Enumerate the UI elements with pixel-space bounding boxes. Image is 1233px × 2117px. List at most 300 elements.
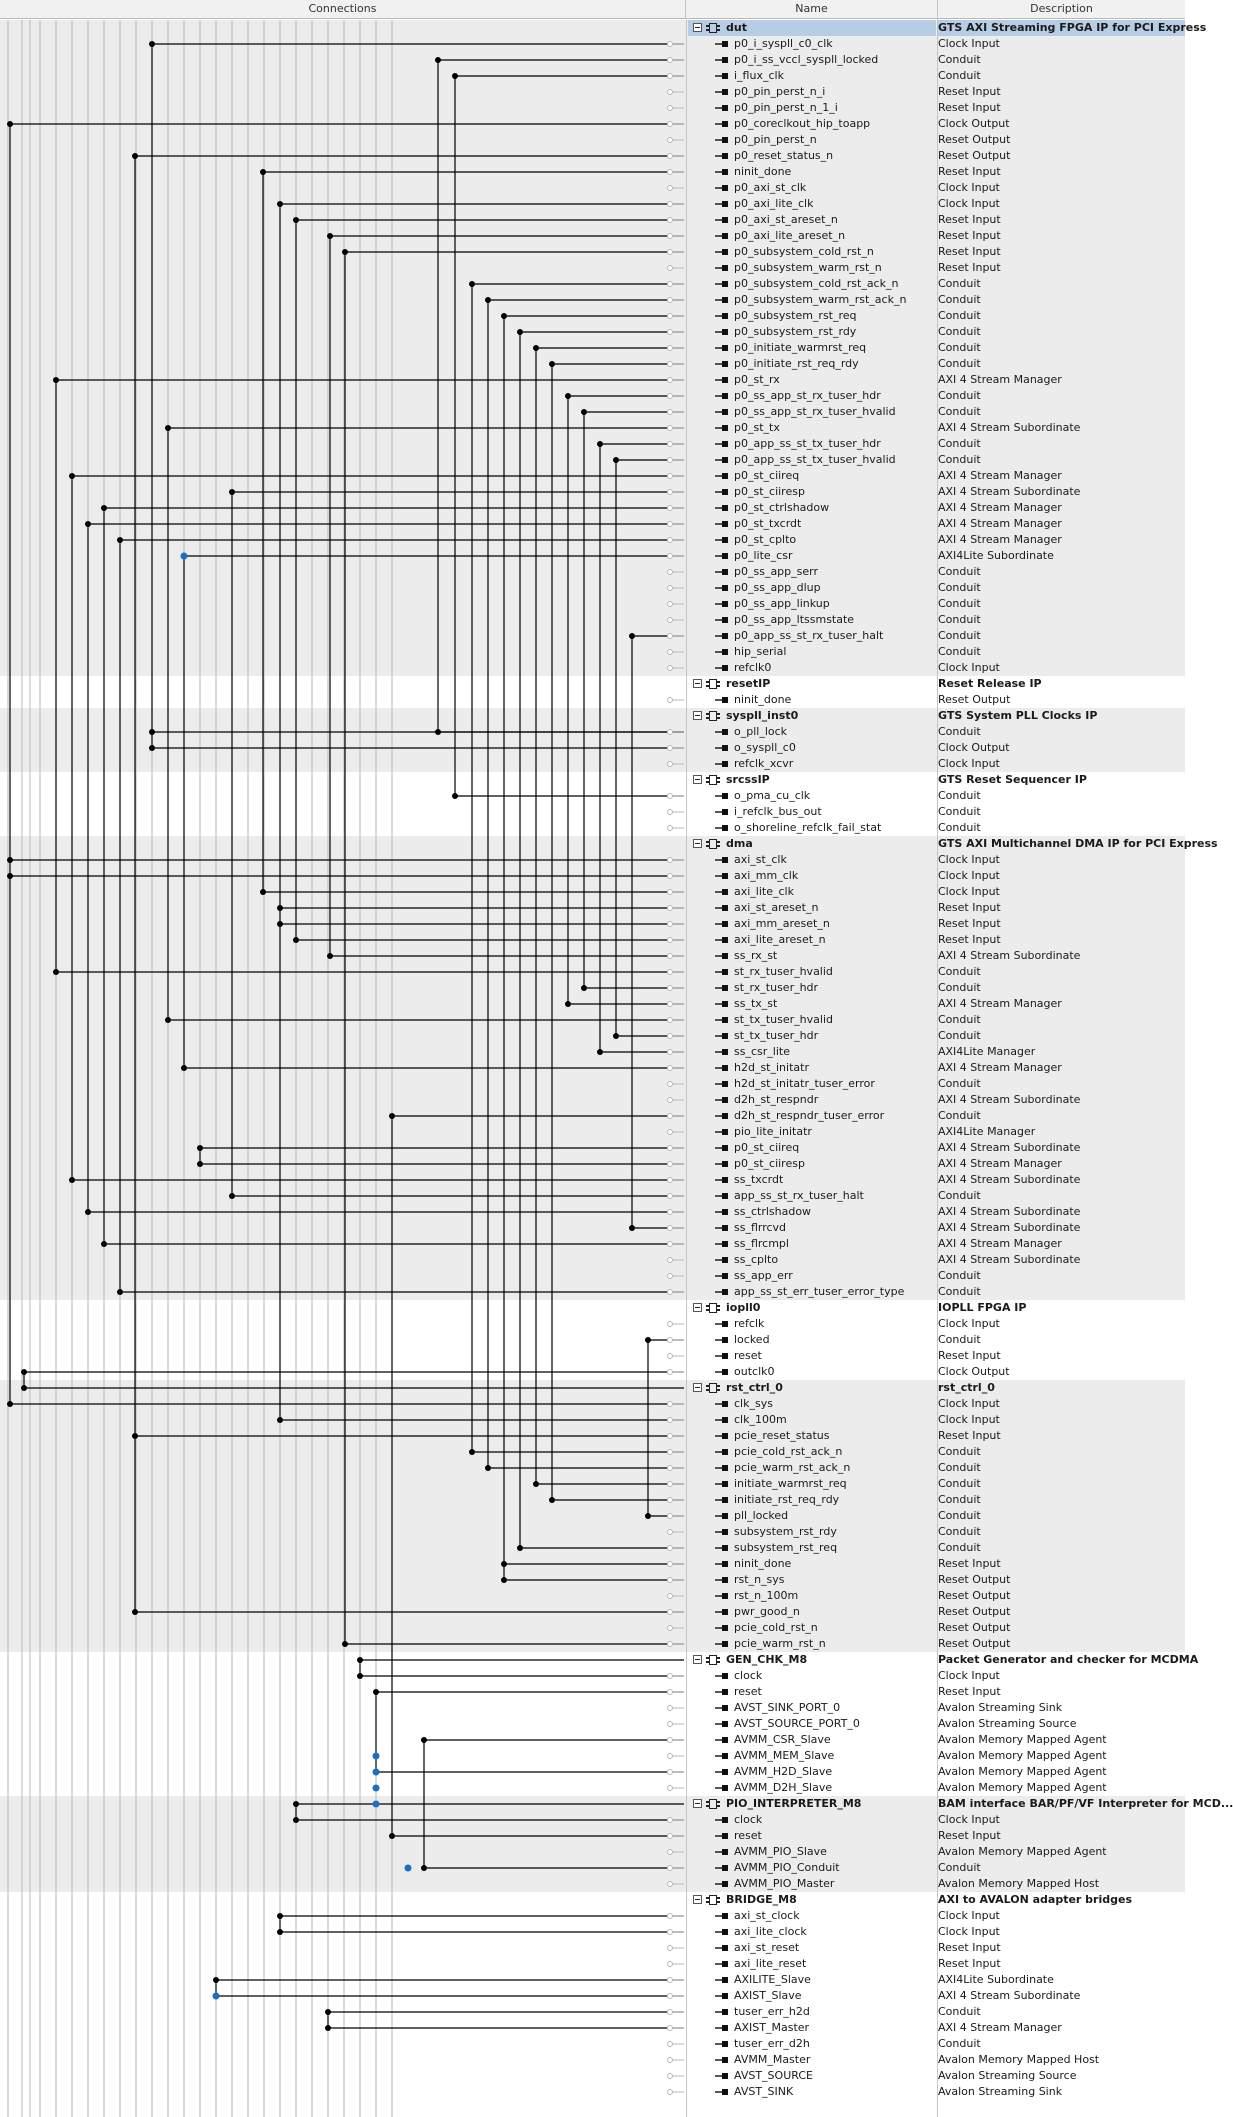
port-row[interactable] <box>0 452 1185 468</box>
name-cell[interactable] <box>688 372 936 388</box>
port-row[interactable] <box>0 244 1185 260</box>
name-cell[interactable] <box>688 164 936 180</box>
name-cell[interactable] <box>688 996 936 1012</box>
name-cell[interactable] <box>688 1572 936 1588</box>
component-row[interactable] <box>0 1652 1199 1668</box>
name-cell[interactable] <box>688 516 936 532</box>
name-cell[interactable] <box>688 1252 936 1268</box>
name-cell[interactable] <box>688 2020 936 2036</box>
port-row[interactable] <box>0 884 1185 900</box>
port-row[interactable] <box>0 148 1185 164</box>
name-cell[interactable] <box>688 788 936 804</box>
port-row[interactable] <box>0 1044 1185 1060</box>
port-name: AVMM_H2D_Slave <box>734 1765 833 1778</box>
name-cell[interactable] <box>688 1668 936 1684</box>
name-cell[interactable] <box>688 564 936 580</box>
input-port-icon <box>715 1559 729 1569</box>
port-row[interactable] <box>0 1156 1185 1172</box>
name-cell[interactable] <box>688 1876 936 1892</box>
port-row[interactable] <box>0 612 1185 628</box>
name-cell[interactable] <box>688 1700 936 1716</box>
name-cell[interactable] <box>688 1172 936 1188</box>
name-cell[interactable] <box>688 884 936 900</box>
port-row[interactable] <box>0 1396 1185 1412</box>
port-row[interactable] <box>0 1348 1185 1364</box>
name-cell[interactable] <box>688 212 936 228</box>
name-cell[interactable] <box>688 1044 936 1060</box>
port-row[interactable] <box>0 2084 1185 2100</box>
component-row[interactable] <box>0 772 1185 788</box>
name-cell[interactable] <box>688 308 936 324</box>
port-name: pwr_good_n <box>734 1605 800 1618</box>
name-cell[interactable] <box>688 740 936 756</box>
name-cell[interactable] <box>688 1428 936 1444</box>
name-cell[interactable] <box>688 340 936 356</box>
port-row[interactable] <box>0 1412 1185 1428</box>
port-row[interactable] <box>0 180 1185 196</box>
name-cell[interactable] <box>688 1140 936 1156</box>
port-row[interactable] <box>0 1812 1185 1828</box>
port-row[interactable] <box>0 1876 1185 1892</box>
conduit-port-icon <box>715 823 729 833</box>
name-cell[interactable] <box>688 2068 936 2084</box>
port-row[interactable] <box>0 1844 1185 1860</box>
port-row[interactable] <box>0 548 1185 564</box>
collapse-toggle-icon[interactable] <box>693 23 702 32</box>
port-row[interactable] <box>0 916 1185 932</box>
column-header-name[interactable]: Name <box>686 0 938 18</box>
port-row[interactable] <box>0 1572 1185 1588</box>
name-cell[interactable] <box>688 1892 936 1908</box>
name-cell[interactable] <box>688 452 936 468</box>
name-cell[interactable] <box>688 116 936 132</box>
port-row[interactable] <box>0 1316 1185 1332</box>
conduit-port-icon <box>715 967 729 977</box>
description-cell: Reset Input <box>938 1349 1001 1362</box>
port-row[interactable] <box>0 1508 1185 1524</box>
output-port-icon <box>715 2055 729 2065</box>
collapse-toggle-icon[interactable] <box>693 1655 702 1664</box>
name-cell[interactable] <box>688 1940 936 1956</box>
port-row[interactable] <box>0 2068 1185 2084</box>
name-cell[interactable] <box>688 436 936 452</box>
port-row[interactable] <box>0 820 1185 836</box>
port-row[interactable] <box>0 1060 1185 1076</box>
name-cell[interactable] <box>688 1716 936 1732</box>
component-row[interactable] <box>0 1300 1185 1316</box>
name-cell[interactable] <box>688 36 936 52</box>
name-cell[interactable] <box>688 1076 936 1092</box>
name-cell[interactable] <box>688 228 936 244</box>
name-cell[interactable] <box>688 324 936 340</box>
port-row[interactable] <box>0 436 1185 452</box>
name-cell[interactable] <box>688 1492 936 1508</box>
name-cell[interactable] <box>688 1156 936 1172</box>
port-row[interactable] <box>0 1204 1185 1220</box>
description-cell: Conduit <box>938 1029 981 1042</box>
port-row[interactable] <box>0 308 1185 324</box>
port-row[interactable] <box>0 1908 1185 1924</box>
description-cell: Conduit <box>938 613 981 626</box>
port-row[interactable] <box>0 2036 1185 2052</box>
port-row[interactable] <box>0 1956 1185 1972</box>
port-row[interactable] <box>0 116 1185 132</box>
port-row[interactable] <box>0 1220 1185 1236</box>
port-row[interactable] <box>0 1076 1185 1092</box>
collapse-toggle-icon[interactable] <box>693 1303 702 1312</box>
name-cell[interactable] <box>688 2036 936 2052</box>
port-row[interactable] <box>0 1332 1185 1348</box>
port-row[interactable] <box>0 532 1185 548</box>
port-row[interactable] <box>0 644 1185 660</box>
port-row[interactable] <box>0 1988 1185 2004</box>
port-row[interactable] <box>0 1716 1185 1732</box>
description-cell: Reset Input <box>938 229 1001 242</box>
name-cell[interactable] <box>688 1780 936 1796</box>
port-row[interactable] <box>0 1124 1185 1140</box>
description-cell: AXI 4 Stream Manager <box>938 997 1062 1010</box>
name-cell[interactable] <box>688 900 936 916</box>
port-row[interactable] <box>0 484 1185 500</box>
port-row[interactable] <box>0 900 1185 916</box>
port-row[interactable] <box>0 756 1185 772</box>
port-row[interactable] <box>0 84 1185 100</box>
name-cell[interactable] <box>688 1012 936 1028</box>
port-row[interactable] <box>0 1972 1185 1988</box>
port-row[interactable] <box>0 420 1185 436</box>
port-row[interactable] <box>0 132 1185 148</box>
port-row[interactable] <box>0 964 1185 980</box>
name-cell[interactable] <box>688 260 936 276</box>
port-row[interactable] <box>0 1188 1185 1204</box>
input-port-icon <box>715 855 729 865</box>
name-cell[interactable] <box>688 948 936 964</box>
name-cell[interactable] <box>688 596 936 612</box>
port-row[interactable] <box>0 2004 1185 2020</box>
name-cell[interactable] <box>688 1476 936 1492</box>
name-cell[interactable] <box>688 244 936 260</box>
port-row[interactable] <box>0 1780 1185 1796</box>
port-row[interactable] <box>0 1364 1185 1380</box>
name-cell[interactable] <box>688 756 936 772</box>
port-row[interactable] <box>0 1668 1185 1684</box>
name-cell[interactable] <box>688 1860 936 1876</box>
name-cell[interactable] <box>688 1268 936 1284</box>
input-port-icon <box>715 919 729 929</box>
name-cell[interactable] <box>688 1844 936 1860</box>
component-row[interactable] <box>0 1892 1185 1908</box>
port-name: AXILITE_Slave <box>734 1973 811 1986</box>
name-cell[interactable] <box>688 1556 936 1572</box>
name-cell[interactable] <box>688 980 936 996</box>
component-row[interactable] <box>0 1796 1233 1812</box>
name-cell[interactable] <box>688 1828 936 1844</box>
collapse-toggle-icon[interactable] <box>693 1895 702 1904</box>
name-cell[interactable] <box>688 1204 936 1220</box>
port-row[interactable] <box>0 52 1185 68</box>
output-port-icon <box>715 1719 729 1729</box>
name-cell[interactable] <box>688 1684 936 1700</box>
port-row[interactable] <box>0 1860 1185 1876</box>
port-row[interactable] <box>0 996 1185 1012</box>
port-row[interactable] <box>0 804 1185 820</box>
collapse-toggle-icon[interactable] <box>693 775 702 784</box>
name-cell[interactable] <box>688 388 936 404</box>
name-cell[interactable] <box>688 660 936 676</box>
name-cell[interactable] <box>688 964 936 980</box>
port-row[interactable] <box>0 564 1185 580</box>
collapse-toggle-icon[interactable] <box>693 1383 702 1392</box>
port-row[interactable] <box>0 516 1185 532</box>
port-row[interactable] <box>0 1700 1185 1716</box>
name-cell[interactable] <box>688 852 936 868</box>
name-cell[interactable] <box>688 148 936 164</box>
port-row[interactable] <box>0 1268 1185 1284</box>
name-cell[interactable] <box>688 420 936 436</box>
name-cell[interactable] <box>688 1124 936 1140</box>
name-cell[interactable] <box>688 916 936 932</box>
name-cell[interactable] <box>688 292 936 308</box>
port-row[interactable] <box>0 980 1185 996</box>
name-cell[interactable] <box>688 196 936 212</box>
port-row[interactable] <box>0 1604 1185 1620</box>
component-row[interactable] <box>0 20 1207 36</box>
name-cell[interactable] <box>688 1540 936 1556</box>
port-row[interactable] <box>0 164 1185 180</box>
name-cell[interactable] <box>688 820 936 836</box>
port-row[interactable] <box>0 1556 1185 1572</box>
name-cell[interactable] <box>688 532 936 548</box>
port-row[interactable] <box>0 1524 1185 1540</box>
port-row[interactable] <box>0 1940 1185 1956</box>
port-row[interactable] <box>0 100 1185 116</box>
name-cell[interactable] <box>688 2052 936 2068</box>
name-cell[interactable] <box>688 276 936 292</box>
name-cell[interactable] <box>688 1396 936 1412</box>
name-cell[interactable] <box>688 1060 936 1076</box>
name-cell[interactable] <box>688 1908 936 1924</box>
port-row[interactable] <box>0 388 1185 404</box>
name-cell[interactable] <box>688 868 936 884</box>
name-cell[interactable] <box>688 1220 936 1236</box>
name-cell[interactable] <box>688 356 936 372</box>
port-row[interactable] <box>0 1540 1185 1556</box>
port-name: p0_axi_st_clk <box>734 181 807 194</box>
name-cell[interactable] <box>688 580 936 596</box>
name-cell[interactable] <box>688 84 936 100</box>
name-cell[interactable] <box>688 1524 936 1540</box>
name-cell[interactable] <box>688 804 936 820</box>
name-cell[interactable] <box>688 836 936 852</box>
port-row[interactable] <box>0 1636 1185 1652</box>
name-cell[interactable] <box>688 1284 936 1300</box>
port-row[interactable] <box>0 404 1185 420</box>
name-cell[interactable] <box>688 1236 936 1252</box>
name-cell[interactable] <box>688 1332 936 1348</box>
component-row[interactable] <box>0 836 1218 852</box>
name-cell[interactable] <box>688 708 936 724</box>
name-cell[interactable] <box>688 2084 936 2100</box>
column-header-description[interactable]: Description <box>1030 2 1093 15</box>
name-cell[interactable] <box>688 772 936 788</box>
name-cell[interactable] <box>688 692 936 708</box>
port-row[interactable] <box>0 1828 1185 1844</box>
component-row[interactable] <box>0 1380 1185 1396</box>
port-row[interactable] <box>0 276 1185 292</box>
collapse-toggle-icon[interactable] <box>693 711 702 720</box>
port-row[interactable] <box>0 580 1185 596</box>
name-cell[interactable] <box>688 1972 936 1988</box>
output-port-icon <box>715 119 729 129</box>
port-row[interactable] <box>0 1236 1185 1252</box>
name-cell[interactable] <box>688 1092 936 1108</box>
port-row[interactable] <box>0 1460 1185 1476</box>
port-name: st_tx_tuser_hdr <box>734 1029 819 1042</box>
name-cell[interactable] <box>688 932 936 948</box>
collapse-toggle-icon[interactable] <box>693 1799 702 1808</box>
name-cell[interactable] <box>688 1444 936 1460</box>
port-row[interactable] <box>0 1012 1185 1028</box>
name-cell[interactable] <box>688 1652 936 1668</box>
name-cell[interactable] <box>688 1588 936 1604</box>
column-header-connections[interactable]: Connections <box>0 0 686 18</box>
port-row[interactable] <box>0 740 1185 756</box>
port-row[interactable] <box>0 228 1185 244</box>
port-row[interactable] <box>0 500 1185 516</box>
collapse-toggle-icon[interactable] <box>693 679 702 688</box>
description-cell: AXI 4 Stream Manager <box>938 501 1062 514</box>
name-cell[interactable] <box>688 612 936 628</box>
port-row[interactable] <box>0 356 1185 372</box>
name-cell[interactable] <box>688 1364 936 1380</box>
name-cell[interactable] <box>688 500 936 516</box>
name-cell[interactable] <box>688 1412 936 1428</box>
port-row[interactable] <box>0 692 1185 708</box>
port-row[interactable] <box>0 628 1185 644</box>
port-row[interactable] <box>0 1108 1185 1124</box>
port-row[interactable] <box>0 1924 1185 1940</box>
name-cell[interactable] <box>688 1300 936 1316</box>
name-cell[interactable] <box>688 724 936 740</box>
name-cell[interactable] <box>688 132 936 148</box>
description-cell: Conduit <box>938 1541 981 1554</box>
description-cell: Clock Input <box>938 1397 1000 1410</box>
port-row[interactable] <box>0 1748 1185 1764</box>
port-row[interactable] <box>0 260 1185 276</box>
component-row[interactable] <box>0 676 1185 692</box>
port-row[interactable] <box>0 36 1185 52</box>
port-row[interactable] <box>0 292 1185 308</box>
name-cell[interactable] <box>688 1108 936 1124</box>
port-row[interactable] <box>0 68 1185 84</box>
port-row[interactable] <box>0 788 1185 804</box>
name-cell[interactable] <box>688 1604 936 1620</box>
port-row[interactable] <box>0 2020 1185 2036</box>
description-cell: Clock Output <box>938 1365 1010 1378</box>
port-row[interactable] <box>0 212 1185 228</box>
port-row[interactable] <box>0 196 1185 212</box>
port-row[interactable] <box>0 1588 1185 1604</box>
port-row[interactable] <box>0 1492 1185 1508</box>
port-row[interactable] <box>0 1252 1185 1268</box>
name-cell[interactable] <box>688 1620 936 1636</box>
name-cell[interactable] <box>688 1732 936 1748</box>
name-cell[interactable] <box>688 628 936 644</box>
port-row[interactable] <box>0 372 1185 388</box>
port-row[interactable] <box>0 1172 1185 1188</box>
input-port-icon <box>715 215 729 225</box>
port-row[interactable] <box>0 324 1185 340</box>
port-row[interactable] <box>0 468 1185 484</box>
port-row[interactable] <box>0 1684 1185 1700</box>
port-row[interactable] <box>0 1028 1185 1044</box>
name-cell[interactable] <box>688 180 936 196</box>
name-cell[interactable] <box>688 676 936 692</box>
name-cell[interactable] <box>688 1636 936 1652</box>
name-cell[interactable] <box>688 1812 936 1828</box>
name-cell[interactable] <box>688 68 936 84</box>
name-cell[interactable] <box>688 1188 936 1204</box>
name-cell[interactable] <box>688 1988 936 2004</box>
name-cell[interactable] <box>688 468 936 484</box>
name-cell[interactable] <box>688 1748 936 1764</box>
port-row[interactable] <box>0 1444 1185 1460</box>
port-name: rst_n_100m <box>734 1589 799 1602</box>
name-cell[interactable] <box>688 52 936 68</box>
port-row[interactable] <box>0 1284 1185 1300</box>
port-row[interactable] <box>0 2052 1185 2068</box>
component-row[interactable] <box>0 708 1185 724</box>
collapse-toggle-icon[interactable] <box>693 839 702 848</box>
name-cell[interactable] <box>688 2004 936 2020</box>
name-cell[interactable] <box>688 100 936 116</box>
name-cell[interactable] <box>688 1796 936 1812</box>
port-row[interactable] <box>0 1140 1185 1156</box>
port-row[interactable] <box>0 596 1185 612</box>
name-cell[interactable] <box>688 404 936 420</box>
name-cell[interactable] <box>688 1348 936 1364</box>
port-row[interactable] <box>0 932 1185 948</box>
name-cell[interactable] <box>688 1460 936 1476</box>
port-row[interactable] <box>0 724 1185 740</box>
name-cell[interactable] <box>688 644 936 660</box>
port-row[interactable] <box>0 340 1185 356</box>
name-cell[interactable] <box>688 1924 936 1940</box>
port-row[interactable] <box>0 1732 1185 1748</box>
name-cell[interactable] <box>688 1764 936 1780</box>
name-cell[interactable] <box>688 548 936 564</box>
output-port-icon <box>715 1623 729 1633</box>
name-cell[interactable] <box>688 1316 936 1332</box>
port-row[interactable] <box>0 852 1185 868</box>
port-row[interactable] <box>0 1428 1185 1444</box>
port-row[interactable] <box>0 1476 1185 1492</box>
port-row[interactable] <box>0 660 1185 676</box>
name-cell[interactable] <box>688 20 936 36</box>
port-row[interactable] <box>0 1092 1185 1108</box>
output-port-icon <box>715 2071 729 2081</box>
port-row[interactable] <box>0 1764 1185 1780</box>
name-cell[interactable] <box>688 484 936 500</box>
name-cell[interactable] <box>688 1508 936 1524</box>
port-row[interactable] <box>0 948 1185 964</box>
port-row[interactable] <box>0 868 1185 884</box>
name-cell[interactable] <box>688 1380 936 1396</box>
name-cell[interactable] <box>688 1956 936 1972</box>
port-row[interactable] <box>0 1620 1185 1636</box>
name-cell[interactable] <box>688 1028 936 1044</box>
description-cell: Avalon Memory Mapped Agent <box>938 1749 1107 1762</box>
